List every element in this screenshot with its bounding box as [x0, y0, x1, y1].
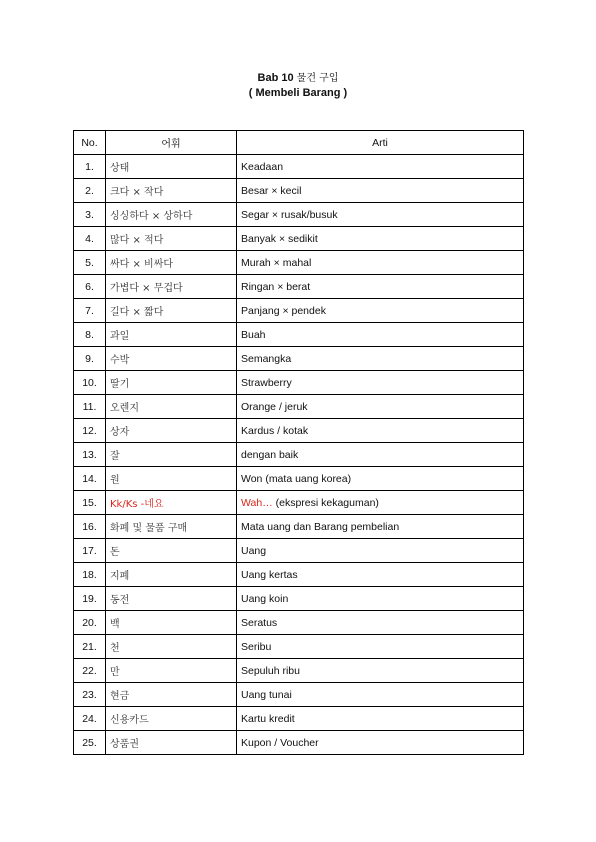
indonesian-meaning: Buah — [237, 323, 524, 347]
table-row — [74, 371, 524, 395]
table-row — [74, 179, 524, 203]
row-number: 20. — [74, 611, 106, 635]
table-row — [74, 419, 524, 443]
row-number: 3. — [74, 203, 106, 227]
table-row — [74, 275, 524, 299]
korean-word: 크다 × 작다 — [106, 179, 237, 203]
row-number: 16. — [74, 515, 106, 539]
indonesian-meaning — [237, 491, 524, 515]
row-number: 12. — [74, 419, 106, 443]
indonesian-meaning: Strawberry — [237, 371, 524, 395]
table-row — [74, 539, 524, 563]
chapter-subtitle: ( Membeli Barang ) — [248, 87, 348, 99]
korean-word: 많다 × 적다 — [106, 227, 237, 251]
indonesian-meaning: dengan baik — [237, 443, 524, 467]
table-row — [74, 659, 524, 683]
korean-word: Kk/Ks -네요 — [106, 491, 237, 515]
table-row — [74, 251, 524, 275]
row-number: 21. — [74, 635, 106, 659]
indonesian-meaning: Kardus / kotak — [237, 419, 524, 443]
table-row — [74, 299, 524, 323]
document-title — [0, 71, 596, 101]
korean-word: 신용카드 — [106, 707, 237, 731]
indonesian-meaning: Uang — [237, 539, 524, 563]
header-vocabulary: 어휘 — [106, 131, 237, 155]
row-number: 22. — [74, 659, 106, 683]
table-row — [74, 563, 524, 587]
indonesian-meaning: Sepuluh ribu — [237, 659, 524, 683]
row-number: 11. — [74, 395, 106, 419]
korean-word: 상품권 — [106, 731, 237, 755]
korean-word: 과일 — [106, 323, 237, 347]
korean-word: 딸기 — [106, 371, 237, 395]
row-number: 10. — [74, 371, 106, 395]
meaning-text: (ekspresi kekaguman) — [272, 496, 379, 509]
table-row — [74, 611, 524, 635]
korean-word: 잘 — [106, 443, 237, 467]
korean-word: 싱싱하다 × 상하다 — [106, 203, 237, 227]
table-row — [74, 227, 524, 251]
table-row — [74, 155, 524, 179]
korean-word: 싸다 × 비싸다 — [106, 251, 237, 275]
indonesian-meaning: Panjang × pendek — [237, 299, 524, 323]
table-body — [74, 155, 524, 755]
table-row — [74, 683, 524, 707]
table-row — [74, 515, 524, 539]
korean-word: 가볍다 × 무겁다 — [106, 275, 237, 299]
korean-word: 상태 — [106, 155, 237, 179]
indonesian-meaning: Won (mata uang korea) — [237, 467, 524, 491]
indonesian-meaning: Semangka — [237, 347, 524, 371]
chapter-korean-title: 물건 구입 — [296, 73, 339, 84]
chapter-title — [0, 71, 596, 86]
indonesian-meaning: Murah × mahal — [237, 251, 524, 275]
indonesian-meaning: Orange / jeruk — [237, 395, 524, 419]
korean-word: 동전 — [106, 587, 237, 611]
indonesian-meaning: Besar × kecil — [237, 179, 524, 203]
row-number: 25. — [74, 731, 106, 755]
korean-word: 길다 × 짧다 — [106, 299, 237, 323]
table-header-row — [74, 131, 524, 155]
indonesian-meaning: Mata uang dan Barang pembelian — [237, 515, 524, 539]
row-number: 24. — [74, 707, 106, 731]
row-number: 8. — [74, 323, 106, 347]
vocabulary-table — [73, 130, 524, 755]
indonesian-meaning: Uang tunai — [237, 683, 524, 707]
row-number: 19. — [74, 587, 106, 611]
indonesian-meaning: Kupon / Voucher — [237, 731, 524, 755]
table-row — [74, 587, 524, 611]
indonesian-meaning: Seratus — [237, 611, 524, 635]
row-number: 4. — [74, 227, 106, 251]
table-row — [74, 635, 524, 659]
indonesian-meaning: Uang koin — [237, 587, 524, 611]
korean-word: 상자 — [106, 419, 237, 443]
korean-word: 지폐 — [106, 563, 237, 587]
row-number: 2. — [74, 179, 106, 203]
indonesian-meaning: Kartu kredit — [237, 707, 524, 731]
korean-word: 오렌지 — [106, 395, 237, 419]
korean-word: 현금 — [106, 683, 237, 707]
indonesian-meaning: Ringan × berat — [237, 275, 524, 299]
header-meaning: Arti — [237, 131, 524, 155]
header-no: No. — [74, 131, 106, 155]
korean-word: 만 — [106, 659, 237, 683]
table-row — [74, 467, 524, 491]
chapter-number: Bab 10 — [257, 72, 294, 84]
table-row — [74, 443, 524, 467]
table-row — [74, 347, 524, 371]
table-row — [74, 203, 524, 227]
row-number: 7. — [74, 299, 106, 323]
korean-word: 돈 — [106, 539, 237, 563]
table-row — [74, 731, 524, 755]
korean-word: 백 — [106, 611, 237, 635]
table-row — [74, 491, 524, 515]
indonesian-meaning: Segar × rusak/busuk — [237, 203, 524, 227]
korean-word: 천 — [106, 635, 237, 659]
indonesian-meaning: Seribu — [237, 635, 524, 659]
meaning-highlight: Wah… — [241, 496, 273, 509]
row-number: 23. — [74, 683, 106, 707]
row-number: 1. — [74, 155, 106, 179]
row-number: 6. — [74, 275, 106, 299]
indonesian-meaning: Keadaan — [237, 155, 524, 179]
row-number: 13. — [74, 443, 106, 467]
korean-word: 원 — [106, 467, 237, 491]
korean-word: 수박 — [106, 347, 237, 371]
indonesian-meaning: Banyak × sedikit — [237, 227, 524, 251]
indonesian-meaning: Uang kertas — [237, 563, 524, 587]
table-row — [74, 395, 524, 419]
table-row — [74, 707, 524, 731]
korean-word: 화폐 및 물품 구매 — [106, 515, 237, 539]
row-number: 5. — [74, 251, 106, 275]
row-number: 9. — [74, 347, 106, 371]
row-number: 18. — [74, 563, 106, 587]
row-number: 15. — [74, 491, 106, 515]
table-row — [74, 323, 524, 347]
row-number: 14. — [74, 467, 106, 491]
row-number: 17. — [74, 539, 106, 563]
